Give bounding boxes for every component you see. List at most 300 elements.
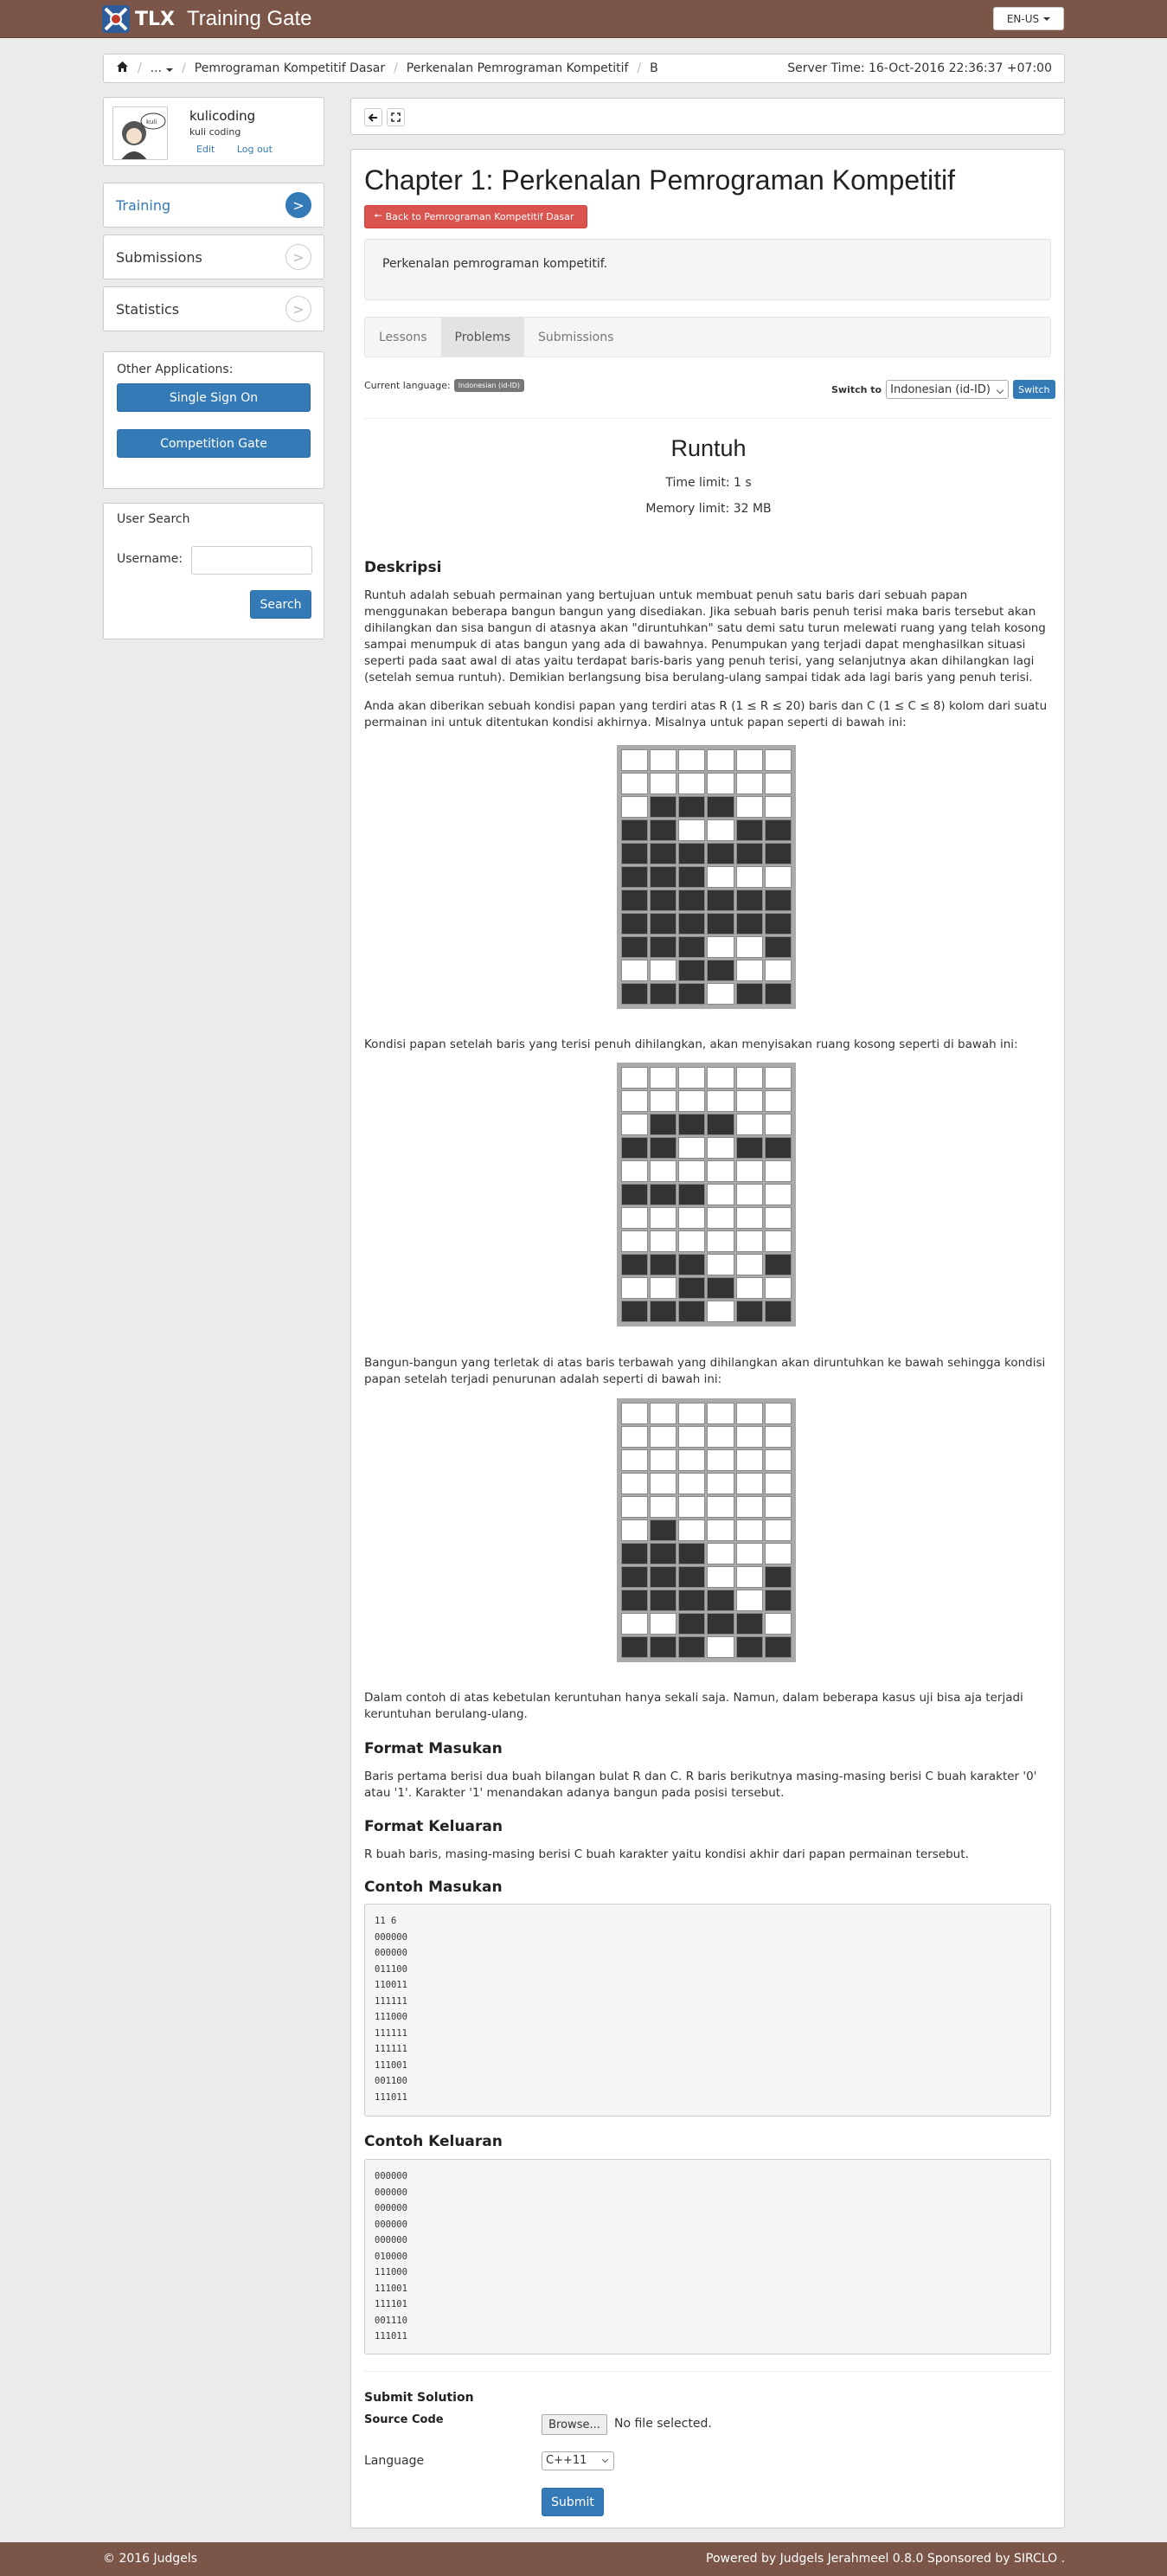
board-cell-filled [621,983,648,1005]
breadcrumb-separator: / [182,61,186,75]
code-line: 111101 [375,2299,407,2309]
contoh-keluaran-code [364,2159,1051,2354]
board-cell-empty [765,1067,792,1089]
divider [364,418,1051,419]
code-line: 000000 [375,2203,407,2213]
board-cell-empty [707,1160,734,1182]
board-cell-filled [736,1137,763,1159]
tab-lessons[interactable]: Lessons [379,330,427,344]
user-search-panel [103,503,324,639]
board-cell-filled [736,913,763,935]
board-cell-empty [707,1067,734,1089]
board-cell-filled [736,890,763,911]
board-cell-filled [650,1254,676,1275]
board-cell-empty [707,1566,734,1588]
format-masukan-text: Baris pertama berisi dua buah bilangan bulat R dan C. R baris berikutnya masing-masing berisi C buah karakter '0' atau '1'. Karakter '1' menandakan adanya bangun pada posisi tersebut. [364,1770,1037,1800]
board-cell-empty [621,960,648,981]
board-cell-empty [707,936,734,958]
chevron-down-icon [602,2457,608,2463]
board-cell-empty [678,1519,705,1541]
brand-short: TLX [135,8,175,30]
board-cell-filled [678,866,705,888]
board-cell-filled [765,843,792,864]
board-cell-filled [736,843,763,864]
board-cell-empty [707,1449,734,1471]
board-cell-filled [765,983,792,1005]
board-cell-empty [765,796,792,818]
divider [364,2371,1051,2372]
board-cell-empty [736,1496,763,1518]
caret-down-icon [1043,17,1050,21]
board-cell-empty [650,1230,676,1252]
board-cell-filled [650,819,676,841]
profile-fullname: kuli coding [189,126,241,138]
chapter-tabs [364,317,1051,357]
board-cell-empty [765,1114,792,1135]
board-cell-filled [621,1543,648,1564]
board-cell-filled [678,1301,705,1322]
language-label: EN-US [1006,12,1040,25]
content-toolbar [350,98,1065,135]
board-cell-filled [650,1590,676,1611]
board-cell-empty [650,1426,676,1448]
deskripsi-paragraph-3: Kondisi papan setelah baris yang terisi penuh dihilangkan, akan menyisakan ruang kosong seperti di bawah ini: [364,1037,1018,1051]
chevron-right-icon: > [285,244,311,270]
tab-submissions[interactable]: Submissions [538,330,614,344]
fullscreen-icon[interactable] [387,108,405,126]
board-cell-empty [678,1473,705,1494]
board-cell-filled [678,890,705,911]
board-cell-filled [736,819,763,841]
breadcrumb-separator: / [138,61,142,75]
sidebar-item-label: Training [116,196,171,214]
board-cell-empty [765,1473,792,1494]
board-cell-empty [707,1496,734,1518]
board-cell-filled [621,1590,648,1611]
board-cell-empty [736,796,763,818]
code-line: 111011 [375,2331,407,2342]
chapter-title: Chapter 1: Perkenalan Pemrograman Kompetitif [364,164,956,196]
breadcrumb-separator: / [637,61,642,75]
board-cell-empty [650,1449,676,1471]
board-cell-empty [621,1114,648,1135]
back-button[interactable] [364,205,587,228]
arrow-left-icon[interactable] [364,108,382,126]
code-line: 000000 [375,2235,407,2245]
board-cell-empty [765,1496,792,1518]
no-file-selected-text: No file selected. [614,2417,712,2431]
chevron-right-icon: > [285,192,311,218]
board-cell-filled [621,1301,648,1322]
board-cell-empty [678,1230,705,1252]
board-cell-filled [736,983,763,1005]
board-cell-empty [650,1160,676,1182]
board-cell-empty [736,1207,763,1229]
tlx-logo-icon [102,5,130,33]
edit-profile-link[interactable]: Edit [196,144,215,155]
board-cell-empty [707,1473,734,1494]
board-cell-empty [650,1403,676,1424]
board-cell-empty [707,1230,734,1252]
board-cell-filled [621,913,648,935]
board-cell-empty [707,1184,734,1205]
board-cell-filled [650,1566,676,1588]
username-input[interactable] [191,546,312,575]
board-cell-filled [650,1543,676,1564]
board-cell-filled [621,843,648,864]
board-cell-empty [678,1403,705,1424]
code-line: 111001 [375,2283,407,2294]
server-time: Server Time: 16-Oct-2016 22:36:37 +07:00 [787,61,1052,75]
code-line: 111011 [375,2091,407,2103]
switch-language-button[interactable]: Switch [1013,380,1055,399]
board-cell-filled [621,819,648,841]
source-code-label: Source Code [364,2413,444,2426]
board-cell-empty [621,773,648,794]
code-line: 001100 [375,2076,407,2086]
submit-language-select[interactable]: C++11 [542,2451,614,2470]
deskripsi-paragraph-2: Anda akan diberikan sebuah kondisi papan yang terdiri atas R (1 ≤ R ≤ 20) baris dan C (1 ≤ C ≤ 8) kolom dari suatu permainan ini untuk ditentukan kondisi akhirnya. Misalnya untuk papan seperti di bawah ini: [364,699,1048,729]
code-line: 001110 [375,2315,407,2326]
board-cell-empty [678,1067,705,1089]
board-cell-empty [707,983,734,1005]
board-cell-filled [678,1590,705,1611]
board-cell-empty [765,1090,792,1112]
contoh-keluaran-heading: Contoh Keluaran [364,2133,503,2150]
board-cell-filled [650,913,676,935]
board-cell-filled [707,1590,734,1611]
board-cell-empty [650,1067,676,1089]
board-cell-filled [678,1636,705,1658]
board-cell-filled [765,936,792,958]
board-cell-empty [621,1067,648,1089]
board-cell-empty [736,1090,763,1112]
board-cell-empty [736,1519,763,1541]
board-cell-filled [707,1613,734,1635]
board-cell-empty [678,1449,705,1471]
board-cell-filled [621,936,648,958]
main-content [350,149,1065,2528]
browse-file-button[interactable]: Browse... [542,2414,607,2435]
contoh-masukan-heading: Contoh Masukan [364,1879,503,1896]
chapter-description: Perkenalan pemrograman kompetitif. [364,239,1051,300]
board-cell-filled [650,1184,676,1205]
board-cell-empty [621,1496,648,1518]
brand[interactable] [102,5,312,33]
board-cell-empty [736,1277,763,1299]
board-cell-empty [707,1543,734,1564]
board-cell-empty [621,749,648,771]
board-cell-filled [707,1114,734,1135]
board-cell-empty [678,1496,705,1518]
sidebar-item-statistics[interactable] [103,286,324,331]
board-cell-empty [707,773,734,794]
board-cell-empty [707,1519,734,1541]
current-language [364,379,524,392]
board-cell-filled [650,1114,676,1135]
board-cell-empty [707,749,734,771]
board-cell-filled [650,843,676,864]
board-cell-empty [621,1403,648,1424]
svg-text:kuli: kuli [146,119,157,125]
board-cell-empty [765,866,792,888]
board-cell-empty [736,1449,763,1471]
board-cell-filled [621,1137,648,1159]
board-cell-empty [678,1207,705,1229]
board-cell-empty [765,1449,792,1471]
board-cell-filled [736,1613,763,1635]
deskripsi-paragraph-1: Runtuh adalah sebuah permainan yang bertujuan untuk membuat penuh satu baris dari sebuah papan menggunakan beberapa bangun bangun yang disediakan. Jika sebuah baris penuh terisi maka baris tersebut akan dihilangkan dan sisa bangun di atasnya akan "diruntuhkan" satu demi satu turun melewati ruang yang telah kosong sampai menumpuk di atas bangun yang ada di bawahnya. Penumpukan yang terjadi dapat menghasilkan situasi seperti pada saat awal di atas yaitu terdapat baris-baris yang penuh terisi, yang selanjutnya akan dihilangkan lagi (setelah semua runtuh). Demikian berlangsung bisa berulang-ulang sampai tidak ada lagi baris yang penuh terisi. [364,588,1046,684]
breadcrumb-problem: B [650,61,658,75]
board-cell-filled [736,1636,763,1658]
board-cell-empty [678,1090,705,1112]
current-language-badge: Indonesian (id-ID) [454,379,524,392]
board-cell-filled [678,960,705,981]
avatar [112,106,168,160]
board-cell-filled [707,890,734,911]
single-sign-on-button[interactable]: Single Sign On [117,383,311,412]
board-cell-empty [650,960,676,981]
back-button-label: Back to Pemrograman Kompetitif Dasar [385,211,574,222]
board-cell-filled [707,1277,734,1299]
top-navbar [0,0,1167,38]
board-cell-filled [736,1301,763,1322]
board-cell-empty [736,1426,763,1448]
board-cell-filled [678,1277,705,1299]
format-keluaran-text: R buah baris, masing-masing berisi C buah karakter yaitu kondisi akhir dari papan permainan tersebut. [364,1847,969,1861]
contoh-masukan-code [364,1904,1051,2117]
board-cell-filled [707,796,734,818]
board-cell-filled [678,1543,705,1564]
chevron-right-icon: > [285,296,311,322]
board-cell-empty [621,1519,648,1541]
board-cell-filled [621,1566,648,1588]
board-cell-filled [765,819,792,841]
board-cell-filled [765,1590,792,1611]
board-cell-empty [736,749,763,771]
board-cell-empty [765,960,792,981]
board-cell-filled [678,983,705,1005]
current-language-label: Current language: [364,380,451,391]
breadcrumb-more[interactable]: ... [151,61,173,75]
board-cell-empty [765,1184,792,1205]
board-cell-empty [736,1403,763,1424]
board-cell-filled [707,913,734,935]
memory-limit: Memory limit: 32 MB [645,502,772,516]
footer [0,2542,1167,2576]
breadcrumb-chapter[interactable]: Perkenalan Pemrograman Kompetitif [406,61,629,75]
board-cell-empty [736,1067,763,1089]
board-cell-filled [678,1254,705,1275]
switch-to-label: Switch to [831,383,882,395]
board-cell-filled [678,1613,705,1635]
board-cell-empty [736,1473,763,1494]
board-cell-empty [765,749,792,771]
language-select[interactable]: Indonesian (id-ID) [886,380,1009,399]
footer-copyright: © 2016 Judgels [103,2552,198,2566]
board-cell-empty [707,1636,734,1658]
home-icon[interactable] [116,61,129,76]
board-cell-filled [621,890,648,911]
deskripsi-paragraph-5: Dalam contoh di atas kebetulan keruntuhan hanya sekali saja. Namun, dalam beberapa kasus uji bisa aja terjadi keruntuhan berulang-ulang. [364,1691,1023,1721]
board-cell-empty [765,1519,792,1541]
board-cell-empty [678,749,705,771]
code-line: 010000 [375,2251,407,2262]
board-cell-empty [678,819,705,841]
board-cell-empty [736,1230,763,1252]
format-masukan-heading: Format Masukan [364,1740,503,1757]
board-cell-empty [678,1426,705,1448]
board-cell-empty [678,1137,705,1159]
board-cell-empty [650,1613,676,1635]
board-cell-filled [765,1301,792,1322]
board-cell-empty [736,936,763,958]
board-cell-filled [678,936,705,958]
board-cell-empty [621,1277,648,1299]
board-cell-filled [678,843,705,864]
language-label: Language [364,2454,425,2468]
board-cell-filled [621,1254,648,1275]
board-cell-filled [765,1137,792,1159]
board-cell-empty [621,796,648,818]
board-cell-empty [621,1230,648,1252]
board-cell-empty [650,1207,676,1229]
deskripsi-paragraph-4: Bangun-bangun yang terletak di atas baris terbawah yang dihilangkan akan diruntuhkan ke bawah sehingga kondisi papan setelah terjadi penurunan adalah seperti di bawah ini: [364,1356,1046,1386]
code-line: 011100 [375,1963,407,1975]
board-cell-empty [736,1543,763,1564]
board-cell-empty [650,773,676,794]
submit-button[interactable]: Submit [542,2488,604,2516]
board-cell-empty [765,1207,792,1229]
board-cell-empty [621,1613,648,1635]
board-cell-empty [621,1449,648,1471]
board-cell-empty [621,1207,648,1229]
sidebar-item-label: Statistics [116,300,180,318]
board-cell-filled [650,796,676,818]
code-line: 111111 [375,2044,407,2054]
board-cell-empty [650,749,676,771]
username-label: Username: [117,552,183,566]
other-applications-panel [103,351,324,489]
board-cell-filled [765,913,792,935]
code-line: 111000 [375,2012,407,2022]
brand-title: Training Gate [187,7,312,30]
board-cell-empty [765,773,792,794]
code-line: 110011 [375,1980,407,1990]
board-cell-empty [765,1543,792,1564]
board-cell-empty [736,1114,763,1135]
profile-username: kulicoding [189,108,256,124]
board-cell-filled [707,843,734,864]
board-cell-empty [765,1230,792,1252]
sidebar-item-training[interactable] [103,183,324,228]
board-cell-empty [765,1613,792,1635]
tab-problems[interactable]: Problems [441,318,525,357]
board-cell-empty [650,1496,676,1518]
code-line: 111111 [375,2027,407,2039]
breadcrumb-course[interactable]: Pemrograman Kompetitif Dasar [194,61,386,75]
board-cell-empty [707,1426,734,1448]
time-limit: Time limit: 1 s [665,476,752,490]
board-cell-filled [650,866,676,888]
board-cell-filled [621,866,648,888]
user-search-title: User Search [117,512,190,526]
board-cell-empty [621,1090,648,1112]
board-cell-filled [621,1636,648,1658]
competition-gate-button[interactable]: Competition Gate [117,429,311,458]
board-cell-empty [650,1473,676,1494]
board-cell-filled [678,796,705,818]
logout-link[interactable]: Log out [236,144,273,155]
sidebar-item-label: Submissions [116,248,202,266]
board-cell-empty [707,1137,734,1159]
arrow-left-icon: 🠔 [374,210,382,222]
submit-solution-heading: Submit Solution [364,2391,474,2405]
search-button[interactable]: Search [250,590,311,619]
board-cell-empty [736,773,763,794]
format-keluaran-heading: Format Keluaran [364,1818,503,1835]
deskripsi-heading: Deskripsi [364,559,442,576]
board-cell-empty [765,1160,792,1182]
code-line: 11 6 [375,1916,397,1926]
board-cell-filled [621,1184,648,1205]
board-cell-filled [678,913,705,935]
board-cell-filled [650,1636,676,1658]
board-cell-empty [678,773,705,794]
board-cell-empty [736,960,763,981]
board-cell-filled [765,1254,792,1275]
board-cell-filled [765,1636,792,1658]
board-cell-filled [650,1137,676,1159]
language-dropdown[interactable] [993,7,1064,30]
board-cell-empty [736,1160,763,1182]
code-line: 000000 [375,2187,407,2198]
board-final [617,1398,796,1662]
board-cell-filled [650,936,676,958]
board-cell-empty [765,1277,792,1299]
profile-panel [103,97,324,166]
board-cell-empty [707,1403,734,1424]
board-cell-filled [650,890,676,911]
board-cell-empty [736,1590,763,1611]
code-line: 000000 [375,1948,407,1958]
board-cell-filled [678,1566,705,1588]
code-line: 000000 [375,2171,407,2181]
code-line: 000000 [375,2219,407,2230]
board-cell-empty [678,1160,705,1182]
board-cell-empty [650,1277,676,1299]
board-cell-empty [707,1090,734,1112]
code-line: 111000 [375,2267,407,2277]
board-cell-empty [650,1090,676,1112]
board-cell-empty [765,1426,792,1448]
breadcrumb [103,54,1065,83]
board-cell-empty [621,1160,648,1182]
board-cleared [617,1063,796,1327]
board-cell-filled [707,960,734,981]
problem-title: Runtuh [670,435,747,461]
board-cell-filled [678,1184,705,1205]
board-cell-empty [736,1566,763,1588]
sidebar-item-submissions[interactable] [103,234,324,279]
board-cell-filled [650,983,676,1005]
code-line: 000000 [375,1931,407,1943]
breadcrumb-separator: / [394,61,398,75]
board-cell-empty [707,1301,734,1322]
board-cell-filled [765,890,792,911]
board-cell-empty [621,1426,648,1448]
board-cell-filled [678,1114,705,1135]
